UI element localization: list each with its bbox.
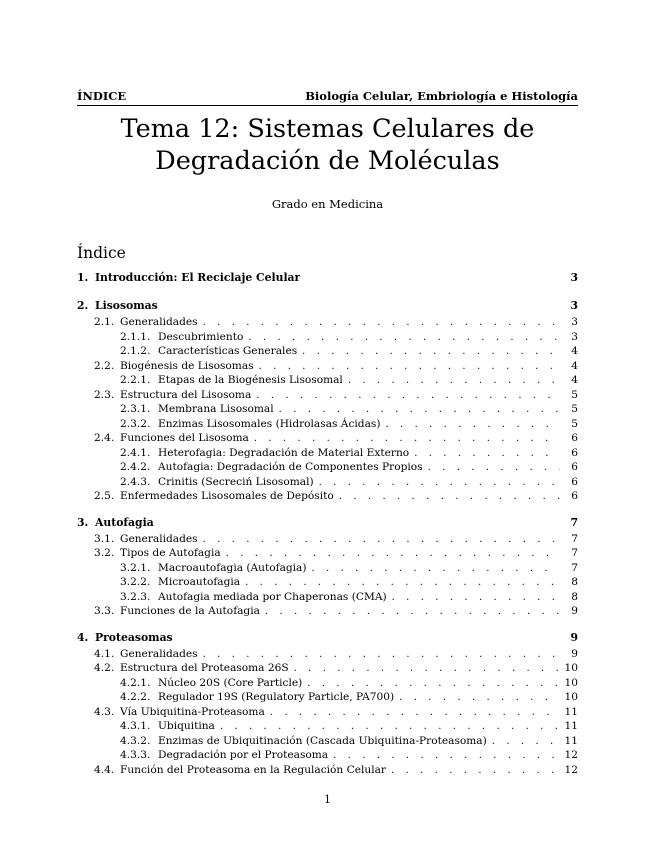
toc-entry-title: Estructura del Lisosoma: [120, 388, 252, 401]
toc-entry-page: 10: [564, 676, 578, 689]
toc-entry-number: 4.4.: [94, 763, 115, 776]
toc-entry[interactable]: [77, 690, 578, 705]
toc-entry-title: Membrana Lisosomal: [158, 403, 274, 415]
toc-entry[interactable]: [77, 561, 578, 576]
toc-entry-title: Proteasomas: [95, 630, 173, 644]
toc-entry-title: Funciones de la Autofagia: [120, 605, 260, 617]
toc-entry-title: Enzimas de Ubiquitinación (Cascada Ubiquitina-Proteasoma): [158, 734, 487, 747]
toc-entry-leader-dots: [294, 662, 560, 677]
toc-entry-number: 2.4.1.: [120, 446, 151, 459]
toc-entry-number: 4.3.2.: [120, 734, 151, 747]
toc-entry[interactable]: [77, 575, 578, 590]
toc-entry-title: Regulador 19S (Regulatory Particle, PA700): [158, 691, 395, 703]
toc-entry-leader-dots: [428, 461, 560, 476]
toc-entry-title: Etapas de la Biogénesis Lisosomal: [158, 374, 343, 386]
toc-entry-title: Autofagia mediada por Chaperonas (CMA): [158, 590, 387, 603]
toc-entry-title: Descubrimiento: [158, 330, 244, 343]
header-left: ÍNDICE: [77, 89, 127, 103]
toc-entry-leader-dots: [385, 418, 560, 433]
toc-entry-leader-dots: [414, 447, 560, 462]
toc-entry-number: 3.2.: [94, 547, 115, 559]
toc-entry-page: 5: [571, 388, 578, 401]
toc-entry-leader-dots: [333, 749, 560, 764]
toc-entry-number: 4.2.: [94, 662, 115, 674]
toc-entry[interactable]: [77, 330, 578, 345]
toc-entry-title: Macroautofagia (Autofagia): [158, 561, 307, 574]
toc-entry-leader-dots: [302, 345, 560, 360]
toc-entry-number: 4.3.: [94, 705, 115, 718]
toc-entry-number: 4.1.: [94, 647, 115, 660]
toc-entry-title: Generalidades: [120, 647, 198, 660]
toc-entry-title: Vía Ubiquitina-Proteasoma: [120, 705, 265, 718]
toc-entry-page: 3: [571, 316, 578, 328]
toc-entry-leader-dots: [256, 389, 560, 404]
toc-entry-leader-dots: [392, 591, 560, 606]
toc-entry-page: 6: [571, 475, 578, 488]
toc-entry-title: Crinitis (Secreciń Lisosomal): [158, 475, 314, 488]
toc-entry-page: 3: [570, 299, 578, 312]
toc-entry-leader-dots: [312, 562, 561, 577]
toc-entry-page: 11: [564, 734, 578, 747]
toc-entry[interactable]: [77, 604, 578, 619]
toc-entry-number: 2.3.2.: [120, 417, 151, 430]
toc-entry[interactable]: [77, 516, 578, 532]
toc-heading: Índice: [77, 244, 126, 262]
toc-entry-leader-dots: [203, 648, 560, 663]
toc-entry-title: Microautofagia: [158, 576, 241, 588]
toc-entry-leader-dots: [220, 720, 560, 735]
toc-entry[interactable]: [77, 590, 578, 605]
toc-entry[interactable]: [77, 475, 578, 490]
toc-entry-number: 2.5.: [94, 490, 115, 502]
toc-entry[interactable]: [77, 661, 578, 676]
toc-entry-page: 12: [564, 763, 578, 776]
toc-entry-leader-dots: [248, 331, 560, 346]
title-line-1: Tema 12: Sistemas Celulares de: [120, 114, 535, 144]
toc-entry-page: 5: [571, 403, 578, 415]
toc-entry-title: Heterofagia: Degradación de Material Externo: [158, 446, 410, 459]
toc-entry[interactable]: [77, 446, 578, 461]
toc-entry-leader-dots: [203, 316, 560, 331]
toc-entry-title: Introducción: El Reciclaje Celular: [95, 271, 301, 284]
toc-entry-number: 3.2.2.: [120, 576, 151, 588]
toc-entry-page: 7: [571, 561, 578, 574]
toc-entry[interactable]: [77, 532, 578, 547]
toc-entry-page: 9: [571, 605, 578, 617]
toc-entry-leader-dots: [319, 476, 560, 491]
toc-entry-number: 2.2.1.: [120, 374, 151, 386]
title-line-2: Degradación de Moléculas: [155, 146, 500, 176]
toc-entry-leader-dots: [270, 706, 560, 721]
toc-entry-number: 2.4.: [94, 432, 115, 444]
toc-entry[interactable]: [77, 388, 578, 403]
toc-entry[interactable]: [77, 631, 578, 647]
toc-entry[interactable]: [77, 460, 578, 475]
document-title: [0, 113, 655, 177]
toc-entry-page: 7: [571, 547, 578, 559]
toc-entry-title: Enzimas Lisosomales (Hidrolasas Ácidas): [158, 417, 381, 430]
toc-entry[interactable]: [77, 734, 578, 749]
toc-entry-page: 6: [571, 432, 578, 444]
toc-entry-leader-dots: [203, 533, 560, 548]
toc-entry-page: 6: [571, 461, 578, 473]
toc-entry-number: 2.2.: [94, 359, 115, 372]
table-of-contents: [77, 271, 578, 777]
toc-entry-number: 4.2.1.: [120, 676, 151, 689]
toc-entry-leader-dots: [226, 547, 560, 562]
toc-entry[interactable]: [77, 359, 578, 374]
toc-entry-page: 8: [571, 590, 578, 603]
toc-entry-number: 3.1.: [94, 532, 115, 545]
toc-entry[interactable]: [77, 676, 578, 691]
toc-entry-title: Autofagia: Degradación de Componentes Propios: [158, 461, 423, 473]
toc-entry-page: 4: [571, 345, 578, 357]
toc-entry[interactable]: [77, 344, 578, 359]
toc-entry[interactable]: [77, 748, 578, 763]
toc-entry-title: Características Generales: [158, 345, 298, 357]
toc-entry-leader-dots: [265, 605, 560, 620]
header-right: Biología Celular, Embriología e Histología: [305, 89, 578, 103]
toc-entry-title: Tipos de Autofagia: [120, 547, 221, 559]
toc-entry-number: 4.2.2.: [120, 691, 151, 703]
toc-entry-title: Enfermedades Lisosomales de Depósito: [120, 490, 334, 502]
toc-entry-number: 2.4.3.: [120, 475, 151, 488]
toc-entry[interactable]: [77, 647, 578, 662]
toc-entry-leader-dots: [391, 764, 560, 779]
toc-entry-number: 3.2.1.: [120, 561, 151, 574]
toc-entry[interactable]: [77, 417, 578, 432]
toc-entry-title: Función del Proteasoma en la Regulación Celular: [120, 763, 386, 776]
toc-entry-leader-dots: [339, 490, 560, 505]
toc-entry-page: 12: [564, 749, 578, 761]
toc-entry[interactable]: [77, 719, 578, 734]
toc-entry-title: Autofagia: [95, 515, 154, 529]
toc-entry-page: 6: [571, 446, 578, 459]
toc-entry-page: 11: [564, 705, 578, 718]
toc-entry[interactable]: [77, 299, 578, 315]
toc-entry-number: 3.: [77, 515, 89, 529]
toc-entry[interactable]: [77, 489, 578, 504]
toc-entry-number: 4.3.1.: [120, 720, 151, 732]
page-number: 1: [324, 793, 331, 806]
toc-entry-number: 2.: [77, 299, 89, 312]
toc-entry-number: 4.3.3.: [120, 749, 151, 761]
toc-entry-number: 2.1.1.: [120, 330, 151, 343]
toc-entry-page: 6: [571, 490, 578, 502]
toc-entry-number: 2.1.: [94, 316, 115, 328]
toc-entry-page: 9: [570, 630, 578, 644]
toc-entry-number: 3.3.: [94, 605, 115, 617]
toc-entry-page: 10: [564, 662, 578, 674]
toc-entry-leader-dots: [245, 576, 560, 591]
toc-entry-title: Funciones del Lisosoma: [120, 432, 249, 444]
toc-entry-number: 2.3.: [94, 388, 115, 401]
document-subtitle: Grado en Medicina: [271, 197, 384, 211]
toc-entry-title: Generalidades: [120, 532, 198, 545]
toc-entry-leader-dots: [399, 691, 560, 706]
toc-entry-page: 7: [571, 532, 578, 545]
toc-entry-page: 9: [571, 647, 578, 660]
toc-entry-leader-dots: [254, 432, 560, 447]
toc-entry-page: 3: [571, 330, 578, 343]
toc-entry-number: 2.1.2.: [120, 345, 151, 357]
toc-entry[interactable]: [77, 315, 578, 330]
toc-entry-leader-dots: [279, 403, 560, 418]
toc-entry[interactable]: [77, 546, 578, 561]
toc-entry-title: Ubiquitina: [158, 720, 215, 732]
toc-entry-leader-dots: [259, 360, 560, 375]
toc-entry-page: 4: [571, 359, 578, 372]
toc-entry-page: 3: [570, 271, 578, 284]
toc-entry-number: 1.: [77, 271, 89, 284]
toc-entry[interactable]: [77, 431, 578, 446]
toc-entry-page: 10: [564, 691, 578, 703]
toc-entry[interactable]: [77, 271, 578, 287]
toc-entry[interactable]: [77, 402, 578, 417]
toc-entry[interactable]: [77, 763, 578, 778]
toc-entry-title: Estructura del Proteasoma 26S: [120, 662, 289, 674]
toc-entry-title: Generalidades: [120, 316, 198, 328]
toc-entry-leader-dots: [492, 735, 560, 750]
toc-entry-title: Núcleo 20S (Core Particle): [158, 676, 303, 689]
toc-entry-page: 7: [570, 515, 578, 529]
toc-entry-page: 11: [564, 720, 578, 732]
toc-entry-number: 4.: [77, 630, 89, 644]
toc-entry-page: 4: [571, 374, 578, 386]
toc-entry-page: 8: [571, 576, 578, 588]
running-header: [77, 89, 578, 106]
toc-entry-leader-dots: [348, 374, 560, 389]
toc-entry-number: 2.4.2.: [120, 461, 151, 473]
toc-entry-title: Biogénesis de Lisosomas: [120, 359, 254, 372]
toc-entry[interactable]: [77, 373, 578, 388]
toc-entry[interactable]: [77, 705, 578, 720]
toc-entry-title: Lisosomas: [95, 299, 158, 312]
toc-entry-title: Degradación por el Proteasoma: [158, 749, 329, 761]
toc-entry-leader-dots: [307, 677, 560, 692]
toc-entry-page: 5: [571, 417, 578, 430]
toc-entry-number: 3.2.3.: [120, 590, 151, 603]
toc-entry-number: 2.3.1.: [120, 403, 151, 415]
